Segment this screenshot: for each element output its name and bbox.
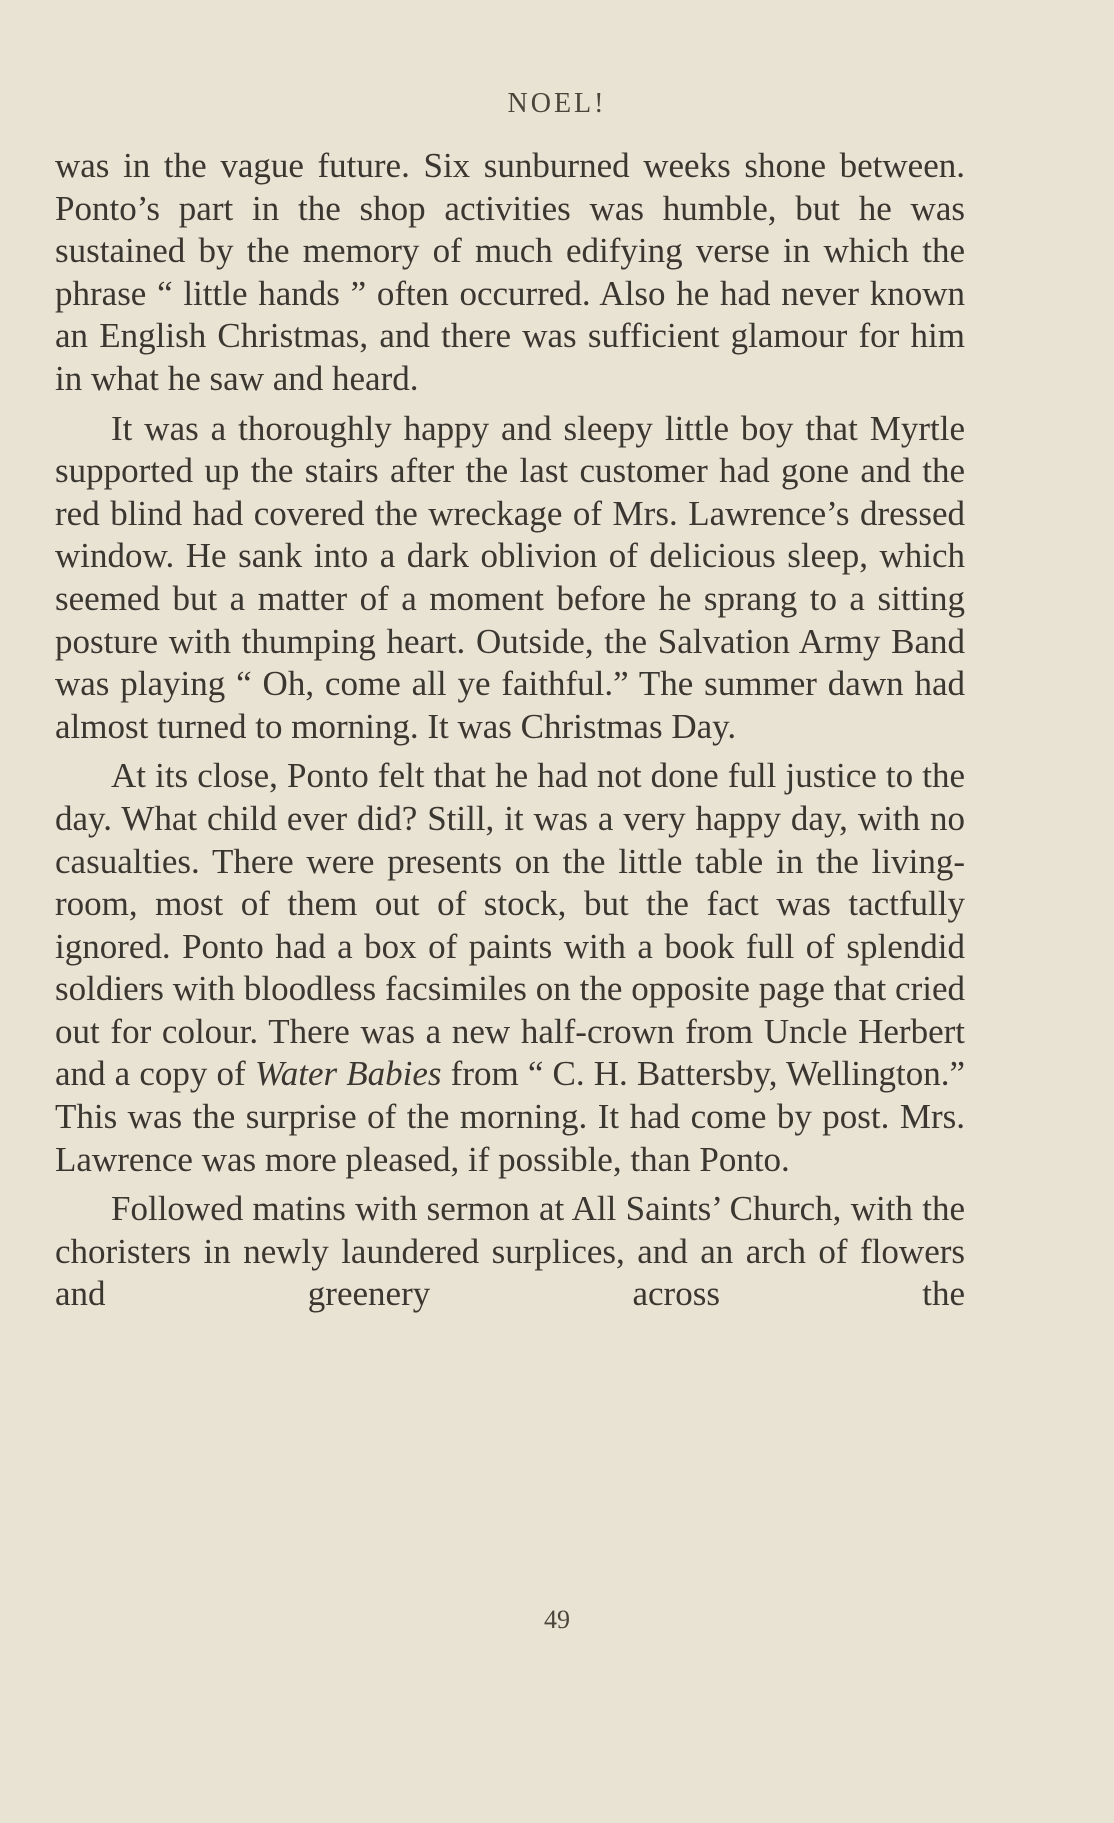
paragraph-2: It was a thoroughly happy and sleepy little boy that Myrtle supported up the stairs after the last customer had gone and the red blind had covered the wreckage of Mrs. Lawrence’s dressed window. He sank into a dark oblivion of delicious sleep, which seemed but a matter of a moment before he sprang to a sitting posture with thumping heart. Outside, the Salvation Army Band was playing “ Oh, come all ye faithful.” The summer dawn had almost turned to morning. It was Christmas Day. bbox=[55, 408, 965, 746]
paragraph-4: Followed matins with sermon at All Saints’ Church, with the choristers in newly laundered surplices, and an arch of flowers and greenery across the bbox=[55, 1189, 965, 1314]
running-head: NOEL! bbox=[507, 88, 607, 119]
book-title-italic: Water Babies bbox=[254, 1054, 442, 1094]
paragraph-3-part-1: At its close, Ponto felt that he had not done full justice to the day. What child ever did? Still, it was a very happy day, with no casualties. There were presents on the little table in the living-room, most of them out of stock, but the fact was tactfully ignored. Ponto had a box of paints with a book full of splendid soldiers with bloodless facsimiles on the opposite page that cried out for colour. There was a new half-crown from Uncle Herbert and a copy of bbox=[55, 756, 965, 1094]
paragraph-3-part-2: from “ C. H. Battersby, Wellington.” This was the surprise of the morning. It had come by post. Mrs. Lawrence was more pleased, if possible, than Ponto. bbox=[55, 1054, 965, 1179]
paragraph-3 bbox=[55, 755, 965, 1181]
page-number: 49 bbox=[544, 1605, 570, 1634]
body-text bbox=[55, 145, 965, 1316]
paragraph-continued: was in the vague future. Six sunburned weeks shone between. Ponto’s part in the shop activities was humble, but he was sustained by the memory of much edifying verse in which the phrase “ little hands ” often occurred. Also he had never known an English Christmas, and there was sufficient glamour for him in what he saw and heard. bbox=[55, 146, 965, 398]
